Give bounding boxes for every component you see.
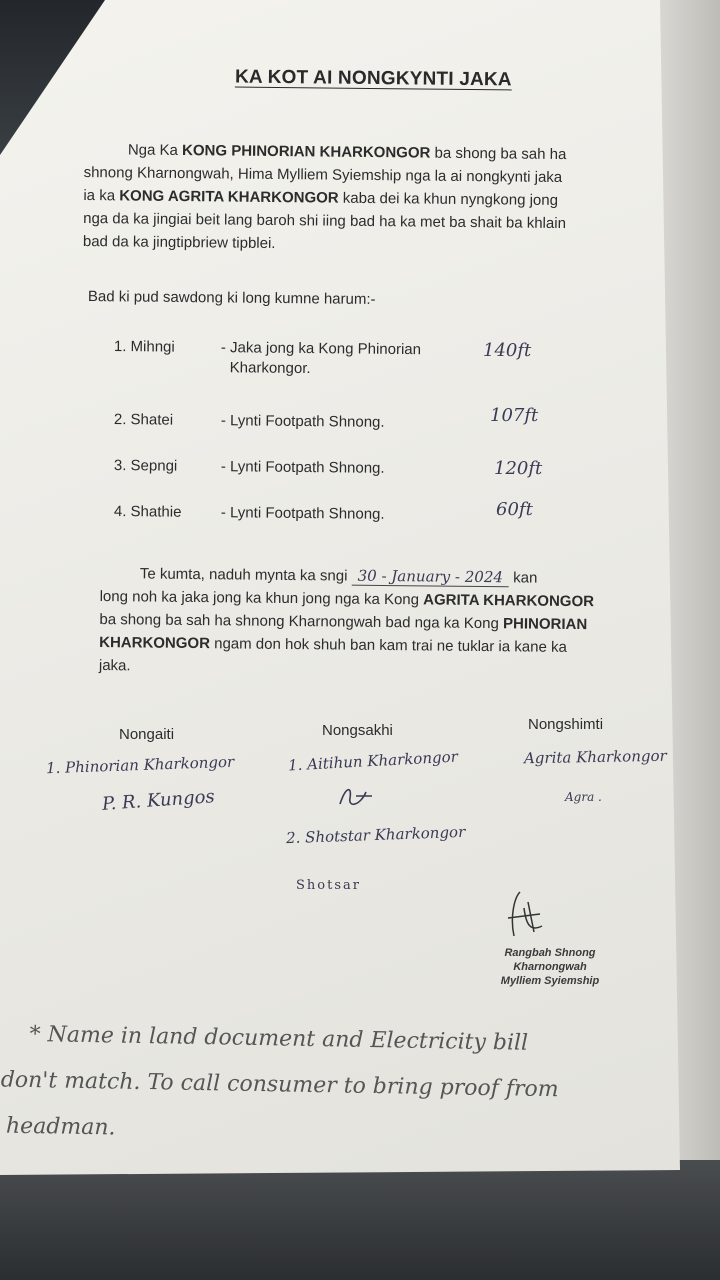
handwritten-date: 30 - January - 2024 xyxy=(352,567,510,588)
headman-signature xyxy=(500,888,550,940)
witness-2-name: 2. Shotstar Kharkongor xyxy=(285,822,466,848)
boundary-row-2 xyxy=(114,411,385,431)
witness-1-name: 1. Aitihun Kharkongor xyxy=(287,747,459,775)
grantee-name: KONG AGRITA KHARKONGOR xyxy=(119,187,339,207)
nongshimti-name: Agrita Kharkongor xyxy=(523,746,667,768)
transfer-line-1: Te kumta, naduh mynta ka sngi 30 - January - 2024 kan xyxy=(139,565,538,587)
handwritten-note: * Name in land document and Electricity bill don't match. To call consumer to bring proof from headman. xyxy=(0,1021,559,1141)
boundary-row-1 xyxy=(114,338,422,378)
intro-paragraph xyxy=(83,138,644,259)
boundary-label: 3. Sepngi xyxy=(113,457,178,475)
intro-line-5: bad da ka jingtipbriew tipblei. xyxy=(82,232,276,253)
boundary-label: 4. Shathie xyxy=(113,503,182,521)
witness-1-signature xyxy=(336,782,376,812)
boundary-desc: - Lynti Footpath Shnong. xyxy=(220,458,385,477)
measure-4: 60ft xyxy=(496,499,533,520)
boundary-label: 1. Mihngi xyxy=(113,338,175,356)
transfer-line-5: jaka. xyxy=(98,656,131,675)
witness-2-signature: Shotsar xyxy=(296,878,361,893)
grantor-name: KONG PHINORIAN KHARKONGOR xyxy=(181,142,431,162)
boundary-desc: - Lynti Footpath Shnong. xyxy=(220,504,385,523)
headman-stamp: Rangbah Shnong Kharnongwah Mylliem Syiemship xyxy=(500,947,600,987)
transfer-line-3: ba shong ba sah ha shnong Kharnongwah bad nga ka Kong PHINORIAN xyxy=(99,610,588,634)
nongshimti-label: Nongshimti xyxy=(528,716,604,733)
boundary-label: 2. Shatei xyxy=(113,411,174,429)
measure-2: 107ft xyxy=(490,405,539,426)
boundaries-intro: Bad ki pud sawdong ki long kumne harum:- xyxy=(87,288,376,309)
nongaiti-name: 1. Phinorian Kharkongor xyxy=(45,752,235,778)
intro-line-1: Nga Ka KONG PHINORIAN KHARKONGOR ba shong ba sah ha xyxy=(127,141,567,164)
intro-line-2: shnong Kharnongwah, Hima Mylliem Syiemship nga la ai nongkynti jaka xyxy=(83,163,563,187)
measure-1: 140ft xyxy=(483,340,532,361)
boundary-desc: - Lynti Footpath Shnong. xyxy=(220,412,385,431)
transfer-line-2: long noh ka jaka jong ka khun jong nga ka Kong AGRITA KHARKONGOR xyxy=(99,587,595,611)
nongsakhi-label: Nongsakhi xyxy=(322,722,393,739)
measure-3: 120ft xyxy=(494,458,543,479)
nongaiti-signature: P. R. Kungos xyxy=(101,786,216,815)
nongaiti-label: Nongaiti xyxy=(119,726,175,743)
nongshimti-signature: Agra . xyxy=(565,790,602,804)
transfer-paragraph xyxy=(99,562,660,683)
document-title: KA KOT AI NONGKYNTI JAKA xyxy=(234,66,512,91)
boundary-row-4 xyxy=(114,503,385,523)
background-bottom xyxy=(0,1160,720,1280)
intro-line-3: ia ka KONG AGRITA KHARKONGOR kaba dei ka khun nyngkong jong xyxy=(83,186,559,209)
boundary-desc: - Jaka jong ka Kong Phinorian xyxy=(220,339,422,359)
intro-line-4: nga da ka jingiai beit lang baroh shi iing bad ha ka met ba shait ba khlain xyxy=(83,209,567,233)
boundary-row-3 xyxy=(114,457,385,477)
boundary-desc-cont: Kharkongor. xyxy=(229,359,311,378)
transfer-line-4: KHARKONGOR ngam don hok shuh ban kam trai ne tuklar ia kane ka xyxy=(99,633,567,656)
